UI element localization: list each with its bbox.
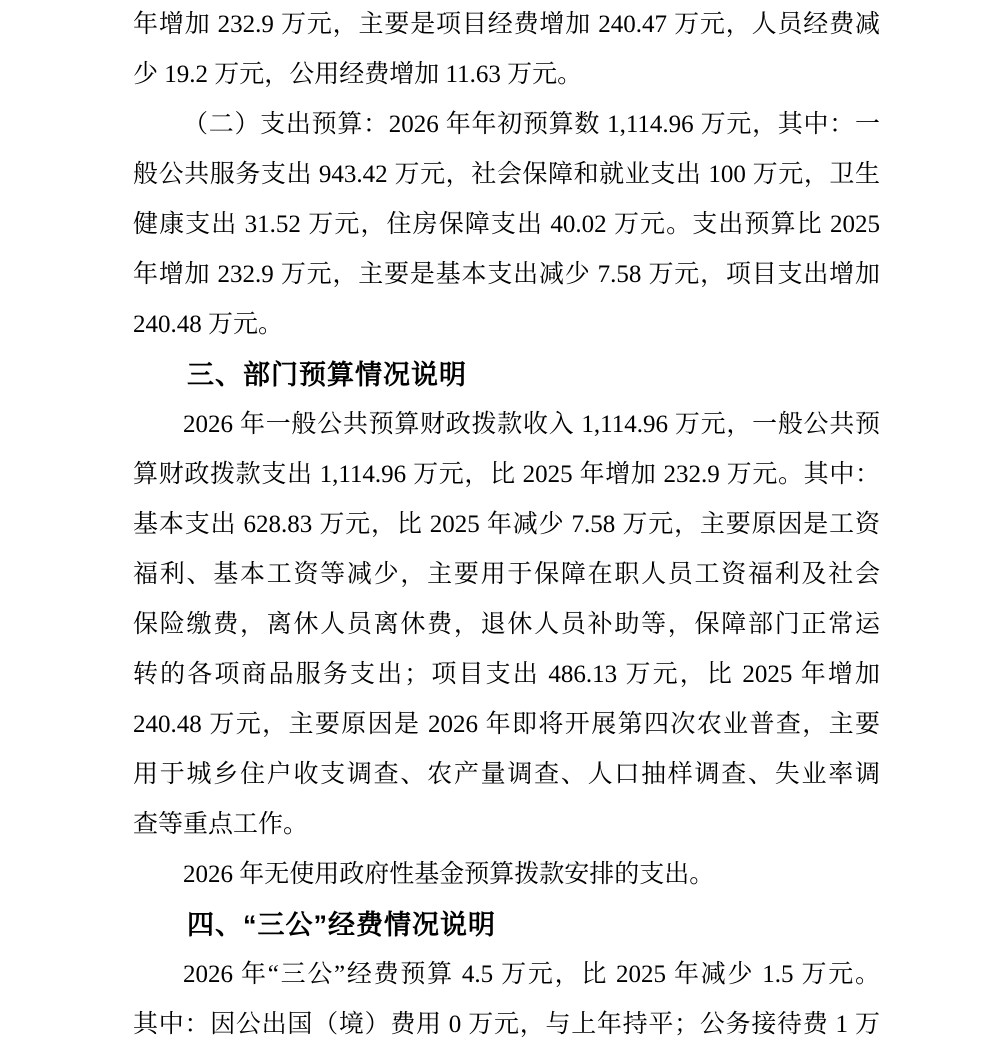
body-text-line: 年增加 232.9 万元，主要是项目经费增加 240.47 万元，人员经费减 [133, 11, 880, 38]
subsection-label: （二）支出预算： [183, 111, 389, 138]
body-text-line: 基本支出 628.83 万元，比 2025 年减少 7.58 万元，主要原因是工资 [133, 511, 880, 538]
body-text-line: 2026 年“三公”经费预算 4.5 万元，比 2025 年减少 1.5 万元。 [183, 961, 880, 988]
body-text-line: 福利、基本工资等减少，主要用于保障在职人员工资福利及社会 [133, 561, 880, 588]
body-text-line: 少 19.2 万元，公用经费增加 11.63 万元。 [133, 61, 583, 88]
body-text-line: 用于城乡住户收支调查、农产量调查、人口抽样调查、失业率调 [133, 761, 880, 788]
body-text-line: 2026 年无使用政府性基金预算拨款安排的支出。 [183, 861, 715, 888]
body-text-segment: 2026 年年初预算数 1,114.96 万元，其中：一 [388, 111, 880, 138]
body-text-line: 算财政拨款支出 1,114.96 万元，比 2025 年增加 232.9 万元。其中： [133, 461, 880, 488]
body-text-line: 健康支出 31.52 万元，住房保障支出 40.02 万元。支出预算比 2025 [133, 211, 880, 238]
body-text-line: 保险缴费，离休人员离休费，退休人员补助等，保障部门正常运 [133, 611, 880, 638]
section-3-heading: 三、部门预算情况说明 [187, 360, 467, 390]
body-text-line: 年增加 232.9 万元，主要是基本支出减少 7.58 万元，项目支出增加 [133, 261, 880, 288]
body-text-line: 查等重点工作。 [133, 811, 309, 838]
document-body [133, 0, 880, 1050]
section-4-heading: 四、“三公”经费情况说明 [187, 910, 496, 940]
body-text-line: 240.48 万元。 [133, 311, 284, 338]
body-text-line: 般公共服务支出 943.42 万元，社会保障和就业支出 100 万元，卫生 [133, 161, 880, 188]
body-text-line: 其中：因公出国（境）费用 0 万元，与上年持平；公务接待费 1 万 [133, 1011, 880, 1038]
body-text-line: 2026 年一般公共预算财政拨款收入 1,114.96 万元，一般公共预 [183, 411, 880, 438]
body-text-line: 转的各项商品服务支出；项目支出 486.13 万元，比 2025 年增加 [133, 661, 880, 688]
body-text-line: 240.48 万元，主要原因是 2026 年即将开展第四次农业普查，主要 [133, 711, 880, 738]
body-text-line [133, 100, 880, 150]
